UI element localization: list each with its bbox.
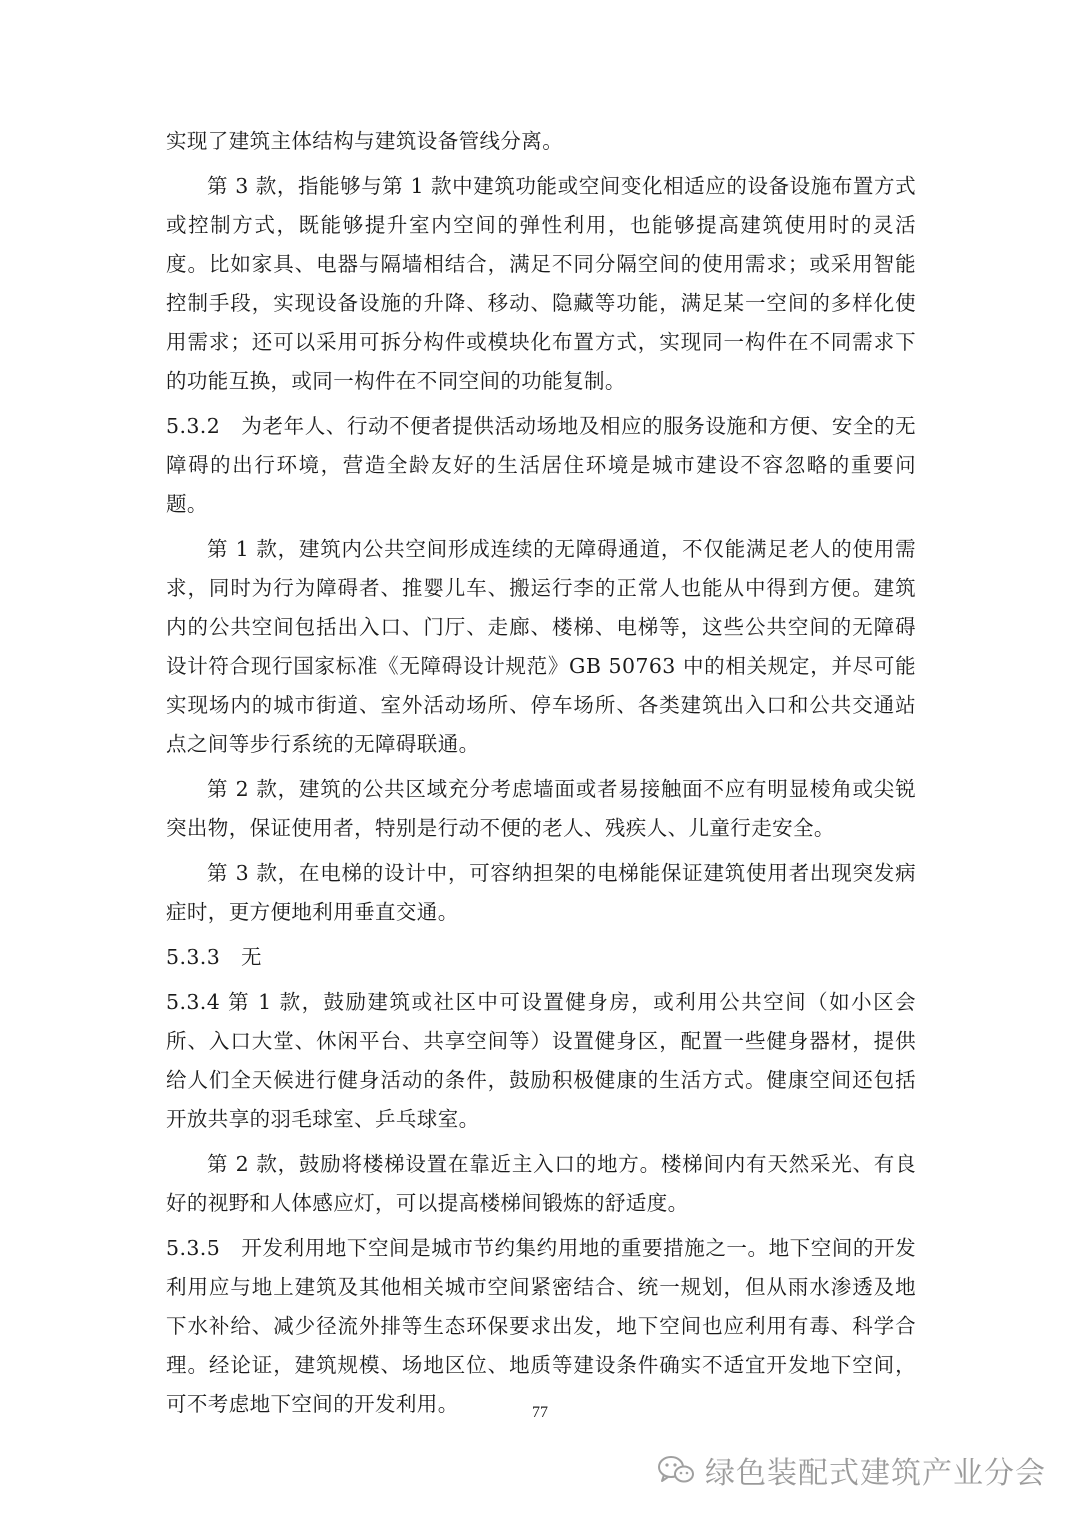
page-number: 77: [532, 1404, 548, 1421]
paragraph-3: 5.3.2 为老年人、行动不便者提供活动场地及相应的服务设施和方便、安全的无障碍的出行环境，营造全龄友好的生活居住环境是城市建设不容忽略的重要问题。: [166, 414, 916, 516]
paragraph-1: 实现了建筑主体结构与建筑设备管线分离。: [166, 129, 564, 153]
paragraph-5: 第 2 款，建筑的公共区域充分考虑墙面或者易接触面不应有明显棱角或尖锐突出物，保证使用者，特别是行动不便的老人、残疾人、儿童行走安全。: [166, 777, 916, 840]
paragraph-7: 5.3.3 无: [166, 945, 262, 969]
paragraph-6: 第 3 款，在电梯的设计中，可容纳担架的电梯能保证建筑使用者出现突发病症时，更方便地利用垂直交通。: [166, 861, 916, 924]
wechat-icon: [657, 1454, 695, 1486]
paragraph-4: 第 1 款，建筑内公共空间形成连续的无障碍通道，不仅能满足老人的使用需求，同时为行为障碍者、推婴儿车、搬运行李的正常人也能从中得到方便。建筑内的公共空间包括出入口、门厅、走廊、楼梯、电梯等，这些公共空间的无障碍设计符合现行国家标准《无障碍设计规范》GB 50763 中的相关规定，并尽可能实现场内的城市街道、室外活动场所、停车场所、各类建筑出入口和公共交通站点之间等步行系统的无障碍联通。: [166, 537, 916, 756]
watermark: [657, 1448, 1046, 1492]
paragraph-2: 第 3 款，指能够与第 1 款中建筑功能或空间变化相适应的设备设施布置方式或控制方式，既能够提升室内空间的弹性利用，也能够提高建筑使用时的灵活度。比如家具、电器与隔墙相结合，满足不同分隔空间的使用需求；或采用智能控制手段，实现设备设施的升降、移动、隐藏等功能，满足某一空间的多样化使用需求；还可以采用可拆分构件或模块化布置方式，实现同一构件在不同需求下的功能互换，或同一构件在不同空间的功能复制。: [166, 174, 916, 393]
paragraph-10: 5.3.5 开发利用地下空间是城市节约集约用地的重要措施之一。地下空间的开发利用应与地上建筑及其他相关城市空间紧密结合、统一规划，但从雨水渗透及地下水补给、减少径流外排等生态环保要求出发，地下空间也应利用有毒、科学合理。经论证，建筑规模、场地区位、地质等建设条件确实不适宜开发地下空间，可不考虑地下空间的开发利用。: [166, 1236, 916, 1416]
paragraph-9: 第 2 款，鼓励将楼梯设置在靠近主入口的地方。楼梯间内有天然采光、有良好的视野和人体感应灯，可以提高楼梯间锻炼的舒适度。: [166, 1152, 916, 1215]
document-body: [166, 122, 916, 1430]
watermark-text: 绿色装配式建筑产业分会: [705, 1456, 1046, 1491]
paragraph-8: 5.3.4 第 1 款，鼓励建筑或社区中可设置健身房，或利用公共空间（如小区会所、入口大堂、休闲平台、共享空间等）设置健身区，配置一些健身器材，提供给人们全天候进行健身活动的条件，鼓励积极健康的生活方式。健康空间还包括开放共享的羽毛球室、乒乓球室。: [166, 990, 916, 1131]
